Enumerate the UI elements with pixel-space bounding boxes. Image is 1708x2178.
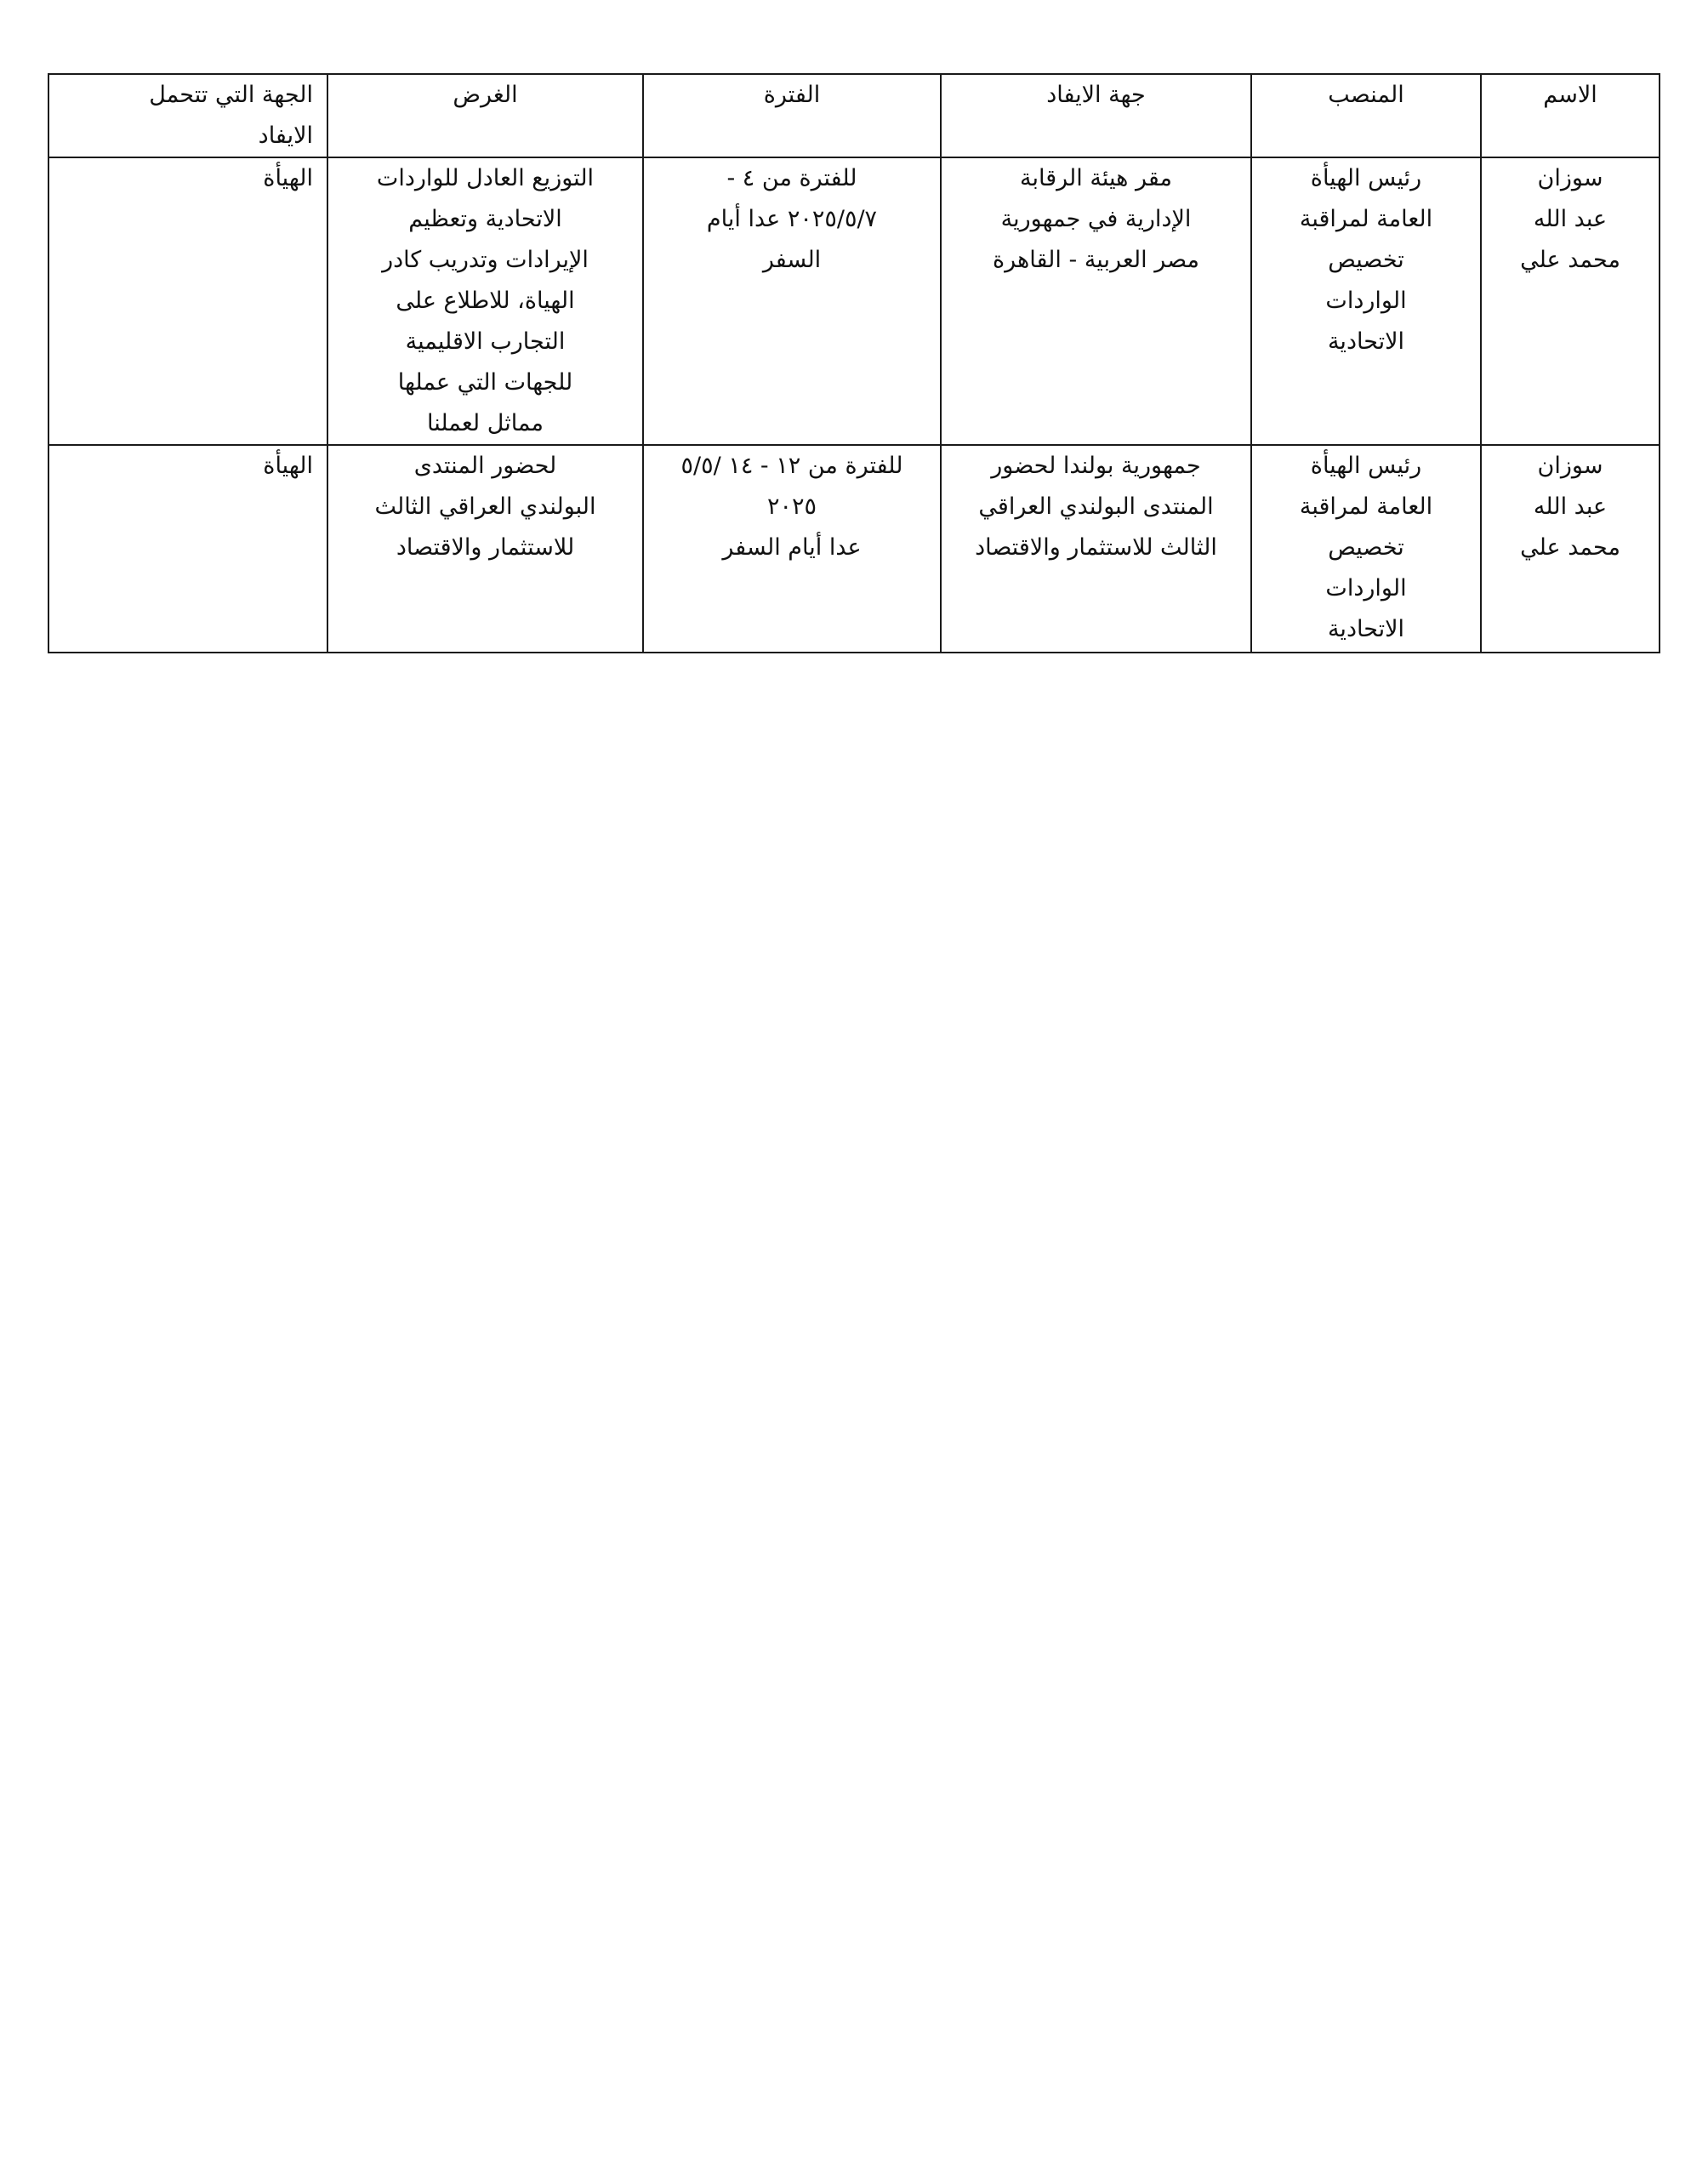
cell-period: للفترة من ٤ - ٢٠٢٥/٥/٧ عدا أيام السفر <box>643 157 941 445</box>
table-header-row <box>48 74 1660 157</box>
header-destination: جهة الايفاد <box>941 74 1251 157</box>
cell-period: للفترة من ١٢ - ١٤ /٥/٥ ٢٠٢٥ عدا أيام السفر <box>643 445 941 653</box>
cell-name: سوزان عبد الله محمد علي <box>1481 157 1660 445</box>
cell-destination: مقر هيئة الرقابة الإدارية في جمهورية مصر العربية - القاهرة <box>941 157 1251 445</box>
header-position: المنصب <box>1251 74 1481 157</box>
cell-position: رئيس الهيأة العامة لمراقبة تخصيص الواردات الاتحادية <box>1251 157 1481 445</box>
header-funding: الجهة التي تتحمل الايفاد <box>48 74 327 157</box>
cell-purpose: التوزيع العادل للواردات الاتحادية وتعظيم الإيرادات وتدريب كادر الهياة، للاطلاع على التجارب الاقليمية للجهات التي عملها مماثل لعملنا <box>327 157 643 445</box>
cell-position: رئيس الهيأة العامة لمراقبة تخصيص الواردات الاتحادية <box>1251 445 1481 653</box>
header-name: الاسم <box>1481 74 1660 157</box>
cell-funding: الهيأة <box>48 157 327 445</box>
cell-name: سوزان عبد الله محمد علي <box>1481 445 1660 653</box>
cell-funding: الهيأة <box>48 445 327 653</box>
cell-destination: جمهورية بولندا لحضور المنتدى البولندي العراقي الثالث للاستثمار والاقتصاد <box>941 445 1251 653</box>
header-purpose: الغرض <box>327 74 643 157</box>
cell-purpose: لحضور المنتدى البولندي العراقي الثالث للاستثمار والاقتصاد <box>327 445 643 653</box>
header-period: الفترة <box>643 74 941 157</box>
table-row <box>48 445 1660 653</box>
delegation-table <box>48 73 1660 653</box>
table-row <box>48 157 1660 445</box>
